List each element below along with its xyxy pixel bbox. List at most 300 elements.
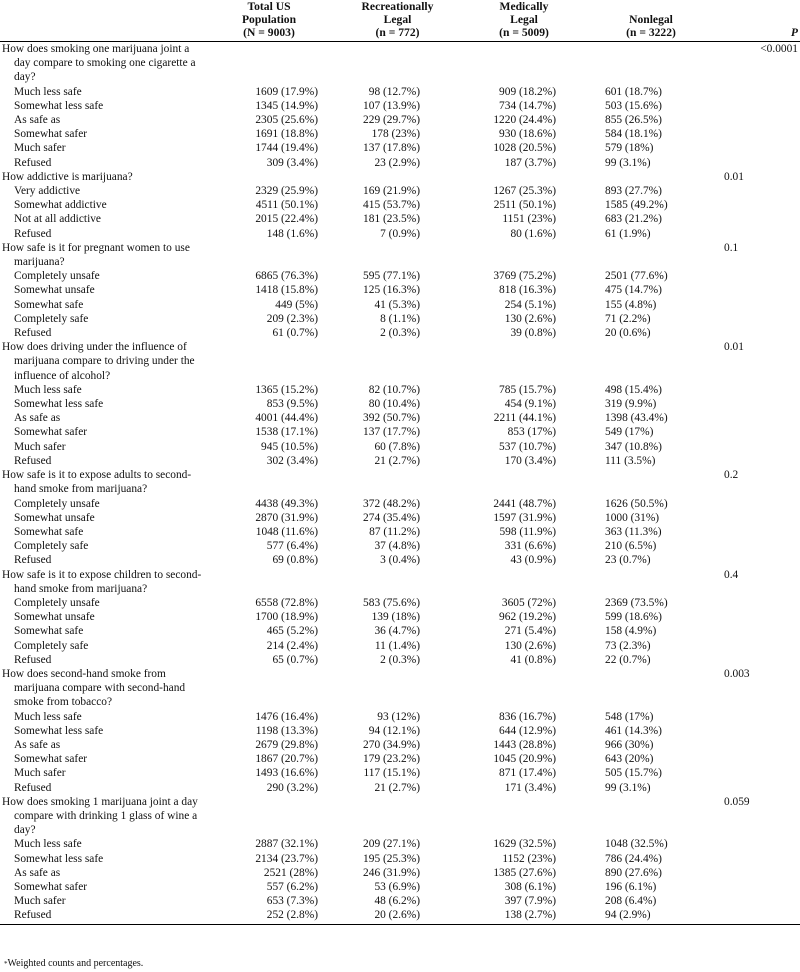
cell-medical: 171 (3.4%) [504, 781, 556, 794]
question-empty-cell [205, 468, 333, 496]
header-med-line2: Legal [510, 13, 538, 26]
cell-recreational: 392 (50.7%) [363, 412, 420, 425]
header-total-line2: Population [241, 13, 297, 26]
cell-nonlegal: 208 (6.4%) [605, 895, 657, 908]
cell-total: 2887 (32.1%) [255, 838, 318, 851]
header-total-line1: Total US [247, 0, 291, 13]
cell-recreational: 181 (23.5%) [363, 213, 420, 226]
table-row [0, 610, 800, 624]
cell-recreational: 209 (27.1%) [363, 838, 420, 851]
p-empty-cell [716, 156, 800, 170]
answer-label: Somewhat less safe [14, 724, 104, 737]
p-empty-cell [716, 639, 800, 653]
cell-nonlegal: 549 (17%) [605, 426, 654, 439]
cell-nonlegal: 73 (2.3%) [605, 639, 651, 652]
cell-nonlegal: 1398 (43.4%) [605, 412, 668, 425]
header-recreationally-legal [333, 0, 462, 42]
question-empty-cell [462, 468, 586, 496]
cell-medical: 1443 (28.8%) [493, 738, 556, 751]
cell-medical: 1151 (23%) [502, 213, 556, 226]
table-row [0, 269, 800, 283]
answer-label: Much safer [14, 142, 66, 155]
question-empty-cell [333, 795, 462, 838]
cell-recreational: 93 (12%) [377, 710, 420, 723]
question-row [0, 568, 800, 596]
answer-label: As safe as [14, 866, 61, 879]
header-non-line1: Nonlegal [629, 13, 673, 26]
cell-total: 214 (2.4%) [266, 639, 318, 652]
cell-nonlegal: 158 (4.9%) [605, 625, 657, 638]
answer-label: Completely safe [14, 639, 89, 652]
cell-total: 1744 (19.4%) [255, 142, 318, 155]
table-row [0, 454, 800, 468]
cell-total: 252 (2.8%) [205, 908, 333, 924]
header-p-value: P [716, 0, 800, 42]
cell-nonlegal: 196 (6.1%) [605, 880, 657, 893]
answer-label: Much safer [14, 440, 66, 453]
table-row [0, 156, 800, 170]
question-empty-cell [333, 468, 462, 496]
cell-medical: 2511 (50.1%) [493, 199, 556, 212]
header-med-line3: (n = 5009) [499, 26, 549, 39]
cell-nonlegal: 71 (2.2%) [605, 312, 651, 325]
answer-label: Much less safe [14, 838, 82, 851]
cell-recreational: 595 (77.1%) [363, 270, 420, 283]
table-row [0, 596, 800, 610]
cell-total: 2679 (29.8%) [255, 738, 318, 751]
cell-medical: 187 (3.7%) [504, 156, 556, 169]
cell-recreational: 7 (0.9%) [380, 227, 420, 240]
cell-recreational: 3 (0.4%) [380, 554, 420, 567]
question-row [0, 170, 800, 184]
question-text: How does second-hand smoke from marijuana compare with second-hand smoke from tobacco? [2, 667, 186, 709]
table-row [0, 425, 800, 439]
header-question [0, 0, 205, 42]
cell-total: 4001 (44.4%) [255, 412, 318, 425]
header-med-line1: Medically [499, 0, 549, 13]
p-empty-cell [716, 497, 800, 511]
answer-label: Somewhat safer [14, 426, 88, 439]
answer-label: Somewhat safe [14, 525, 84, 538]
p-value-cell: 0.4 [724, 568, 739, 581]
p-empty-cell [716, 525, 800, 539]
table-row [0, 525, 800, 539]
question-empty-cell [586, 667, 716, 710]
table-row [0, 852, 800, 866]
cell-total: 1476 (16.4%) [255, 710, 318, 723]
cell-medical: 80 (1.6%) [510, 227, 556, 240]
cell-total: 6865 (76.3%) [255, 270, 318, 283]
p-empty-cell [716, 539, 800, 553]
answer-label: Somewhat unsafe [14, 284, 95, 297]
cell-recreational: 37 (4.8%) [374, 540, 420, 553]
question-text: How addictive is marijuana? [2, 170, 133, 183]
cell-medical: 254 (5.1%) [504, 298, 556, 311]
cell-nonlegal: 1626 (50.5%) [605, 497, 668, 510]
answer-label: Somewhat safer [14, 880, 88, 893]
header-rec-line3: (n = 772) [375, 26, 420, 39]
answer-label: Refused [0, 908, 205, 924]
table-row [0, 866, 800, 880]
cell-recreational: 125 (16.3%) [363, 284, 420, 297]
cell-recreational: 48 (6.2%) [374, 895, 420, 908]
answer-label: Refused [14, 554, 52, 567]
p-empty-cell [716, 710, 800, 724]
p-empty-cell [716, 326, 800, 340]
cell-total: 853 (9.5%) [266, 398, 318, 411]
p-empty-cell [716, 908, 800, 924]
cell-medical: 734 (14.7%) [499, 99, 556, 112]
cell-nonlegal: 966 (30%) [605, 738, 654, 751]
p-empty-cell [716, 127, 800, 141]
table-row [0, 184, 800, 198]
question-text: How does smoking 1 marijuana joint a day compare with drinking 1 glass of wine a day? [2, 795, 198, 837]
cell-medical: 43 (0.9%) [510, 554, 556, 567]
p-empty-cell [716, 425, 800, 439]
cell-total: 69 (0.8%) [272, 554, 318, 567]
question-row [0, 667, 800, 710]
cell-total: 6558 (72.8%) [255, 596, 318, 609]
cell-recreational: 169 (21.9%) [363, 185, 420, 198]
question-empty-cell [462, 241, 586, 269]
answer-label: Somewhat unsafe [14, 611, 95, 624]
question-empty-cell [205, 170, 333, 184]
question-empty-cell [205, 568, 333, 596]
cell-medical: 1385 (27.6%) [493, 866, 556, 879]
cell-nonlegal: 855 (26.5%) [605, 114, 662, 127]
question-empty-cell [333, 241, 462, 269]
cell-recreational: 20 (2.6%) [333, 908, 462, 924]
question-text: How does driving under the influence of marijuana compare to driving under the influence of alcohol? [2, 341, 195, 382]
question-row [0, 241, 800, 269]
question-empty-cell [205, 795, 333, 838]
cell-nonlegal: 363 (11.3%) [605, 525, 662, 538]
cell-recreational: 2 (0.3%) [380, 327, 420, 340]
question-cell [0, 42, 205, 85]
table-row [0, 511, 800, 525]
cell-medical: 644 (12.9%) [499, 724, 556, 737]
cell-recreational: 107 (13.9%) [363, 99, 420, 112]
cell-recreational: 21 (2.7%) [374, 454, 420, 467]
answer-label: Somewhat unsafe [14, 511, 95, 524]
question-cell [0, 170, 205, 184]
cell-nonlegal: 579 (18%) [605, 142, 654, 155]
question-cell [0, 241, 205, 269]
table-footnote [4, 958, 143, 970]
cell-recreational: 98 (12.7%) [368, 85, 420, 98]
cell-recreational: 11 (1.4%) [374, 639, 420, 652]
cell-medical: 130 (2.6%) [504, 312, 556, 325]
answer-label: Completely safe [14, 312, 89, 325]
p-empty-cell [716, 766, 800, 780]
cell-total: 1048 (11.6%) [255, 525, 318, 538]
answer-label: Completely unsafe [14, 596, 100, 609]
question-empty-cell [333, 568, 462, 596]
cell-medical: 3605 (72%) [501, 596, 556, 609]
question-text: How safe is it to expose adults to second-hand smoke from marijuana? [2, 469, 192, 496]
header-non-line2: (n = 3222) [626, 26, 676, 39]
p-value-cell: 0.059 [724, 795, 750, 808]
p-empty-cell [716, 454, 800, 468]
p-empty-cell [716, 511, 800, 525]
p-empty-cell [716, 411, 800, 425]
table-row [0, 127, 800, 141]
p-value-cell: 0.01 [724, 341, 744, 354]
cell-total: 1365 (15.2%) [255, 383, 318, 396]
table-row [0, 781, 800, 795]
cell-medical: 41 (0.8%) [510, 653, 556, 666]
cell-total: 209 (2.3%) [266, 312, 318, 325]
question-cell [0, 667, 205, 710]
p-empty-cell [716, 596, 800, 610]
p-value-cell: 0.003 [724, 667, 750, 680]
cell-recreational: 270 (34.9%) [363, 738, 420, 751]
question-empty-cell [205, 241, 333, 269]
cell-nonlegal: 347 (10.8%) [605, 440, 662, 453]
answer-label: Refused [14, 454, 52, 467]
question-empty-cell [205, 667, 333, 710]
cell-recreational: 80 (10.4%) [368, 398, 420, 411]
answer-label: Completely unsafe [14, 497, 100, 510]
cell-nonlegal: 99 (3.1%) [605, 156, 651, 169]
question-empty-cell [586, 468, 716, 496]
cell-recreational: 139 (18%) [371, 611, 420, 624]
cell-total: 61 (0.7%) [272, 327, 318, 340]
answer-label: Much less safe [14, 710, 82, 723]
p-empty-cell [716, 269, 800, 283]
cell-nonlegal: 584 (18.1%) [605, 128, 662, 141]
answer-label: Somewhat safe [14, 625, 84, 638]
question-text: How safe is it to expose children to second-hand smoke from marijuana? [2, 568, 202, 595]
answer-label: As safe as [14, 412, 61, 425]
cell-total: 309 (3.4%) [266, 156, 318, 169]
table-row [0, 198, 800, 212]
cell-recreational: 415 (53.7%) [363, 199, 420, 212]
cell-recreational: 246 (31.9%) [363, 866, 420, 879]
table-row [0, 326, 800, 340]
cell-medical: 1267 (25.3%) [493, 185, 556, 198]
cell-total: 1345 (14.9%) [255, 99, 318, 112]
answer-label: Much less safe [14, 85, 82, 98]
answer-label: Completely safe [14, 540, 89, 553]
table-row [0, 85, 800, 99]
header-rec-line2: Legal [383, 13, 412, 26]
answer-label: Very addictive [14, 185, 81, 198]
cell-medical: 537 (10.7%) [499, 440, 556, 453]
cell-recreational: 21 (2.7%) [374, 781, 420, 794]
question-empty-cell [586, 568, 716, 596]
question-cell [0, 568, 205, 596]
answer-label: As safe as [14, 114, 61, 127]
question-empty-cell [333, 170, 462, 184]
cell-total: 302 (3.4%) [266, 454, 318, 467]
cell-recreational: 41 (5.3%) [374, 298, 420, 311]
cell-medical: 331 (6.6%) [504, 540, 556, 553]
answer-label: Completely unsafe [14, 270, 100, 283]
question-cell [0, 340, 205, 383]
cell-total: 945 (10.5%) [261, 440, 318, 453]
p-empty-cell [716, 880, 800, 894]
p-empty-cell [716, 724, 800, 738]
question-cell [0, 468, 205, 496]
cell-recreational: 229 (29.7%) [363, 114, 420, 127]
cell-recreational: 60 (7.8%) [374, 440, 420, 453]
cell-total: 1609 (17.9%) [255, 85, 318, 98]
cell-medical: 1629 (32.5%) [493, 838, 556, 851]
cell-recreational: 117 (15.1%) [363, 767, 420, 780]
question-row [0, 468, 800, 496]
table-row [0, 894, 800, 908]
question-empty-cell [586, 42, 716, 85]
table-row [0, 113, 800, 127]
cell-medical: 853 (17%) [507, 426, 556, 439]
cell-nonlegal: 23 (0.7%) [605, 554, 651, 567]
p-empty-cell [716, 298, 800, 312]
cell-nonlegal: 505 (15.7%) [605, 767, 662, 780]
answer-label: Somewhat less safe [14, 852, 104, 865]
table-row [0, 397, 800, 411]
cell-medical: 2211 (44.1%) [493, 412, 556, 425]
cell-nonlegal: 2501 (77.6%) [605, 270, 668, 283]
table-row [0, 766, 800, 780]
question-empty-cell [205, 42, 333, 85]
table-body [0, 42, 800, 925]
answer-label: Somewhat safer [14, 128, 88, 141]
cell-medical: 454 (9.1%) [504, 398, 556, 411]
question-empty-cell [333, 340, 462, 383]
cell-medical: 1597 (31.9%) [493, 511, 556, 524]
cell-nonlegal: 461 (14.3%) [605, 724, 662, 737]
table-row [0, 710, 800, 724]
cell-recreational: 87 (11.2%) [369, 525, 420, 538]
p-empty-cell [716, 198, 800, 212]
p-empty-cell [716, 227, 800, 241]
cell-medical: 1045 (20.9%) [493, 753, 556, 766]
cell-total: 4438 (49.3%) [255, 497, 318, 510]
header-medically-legal [462, 0, 586, 42]
cell-nonlegal: 155 (4.8%) [605, 298, 657, 311]
p-empty-cell [716, 752, 800, 766]
cell-total: 65 (0.7%) [272, 653, 318, 666]
p-value-cell: 0.2 [724, 469, 739, 482]
answer-label: Refused [14, 227, 52, 240]
table-row [0, 752, 800, 766]
cell-nonlegal: 890 (27.6%) [605, 866, 662, 879]
cell-total: 653 (7.3%) [266, 895, 318, 908]
cell-total: 1493 (16.6%) [255, 767, 318, 780]
table-row [0, 227, 800, 241]
cell-recreational: 2 (0.3%) [380, 653, 420, 666]
table-row [0, 539, 800, 553]
question-empty-cell [586, 170, 716, 184]
cell-nonlegal: 601 (18.7%) [605, 85, 662, 98]
cell-nonlegal: 475 (14.7%) [605, 284, 662, 297]
cell-nonlegal: 20 (0.6%) [605, 327, 651, 340]
table-row [0, 411, 800, 425]
p-empty-cell [716, 397, 800, 411]
cell-nonlegal: 61 (1.9%) [605, 227, 651, 240]
cell-recreational: 94 (12.1%) [368, 724, 420, 737]
cell-medical: 1220 (24.4%) [493, 114, 556, 127]
p-value-cell: 0.01 [724, 170, 744, 183]
question-empty-cell [462, 340, 586, 383]
question-cell [0, 795, 205, 838]
cell-nonlegal: 94 (2.9%) [586, 908, 716, 924]
cell-total: 1691 (18.8%) [255, 128, 318, 141]
p-empty-cell [716, 553, 800, 567]
cell-total: 2521 (28%) [263, 866, 318, 879]
cell-total: 2015 (22.4%) [255, 213, 318, 226]
question-empty-cell [333, 42, 462, 85]
cell-total: 4511 (50.1%) [255, 199, 318, 212]
cell-total: 557 (6.2%) [266, 880, 318, 893]
answer-label: Refused [14, 653, 52, 666]
cell-nonlegal: 319 (9.9%) [605, 398, 657, 411]
table-row [0, 383, 800, 397]
p-value-cell: <0.0001 [760, 43, 798, 55]
table-row [0, 283, 800, 297]
footnote-text: Weighted counts and percentages. [7, 958, 144, 969]
cell-recreational: 82 (10.7%) [368, 383, 420, 396]
question-empty-cell [586, 340, 716, 383]
p-empty-cell [716, 837, 800, 851]
question-text: How does smoking one marijuana joint a day compare to smoking one cigarette a day? [2, 43, 196, 84]
cell-medical: 271 (5.4%) [504, 625, 556, 638]
cell-recreational: 583 (75.6%) [363, 596, 420, 609]
p-empty-cell [716, 610, 800, 624]
answer-label: As safe as [14, 738, 61, 751]
cell-total: 290 (3.2%) [266, 781, 318, 794]
answer-label: Somewhat less safe [14, 398, 104, 411]
answer-label: Somewhat less safe [14, 99, 104, 112]
question-empty-cell [462, 795, 586, 838]
cell-nonlegal: 1585 (49.2%) [605, 199, 668, 212]
cell-medical: 818 (16.3%) [499, 284, 556, 297]
table-row [0, 312, 800, 326]
p-empty-cell [716, 852, 800, 866]
cell-total: 2329 (25.9%) [255, 185, 318, 198]
cell-medical: 130 (2.6%) [504, 639, 556, 652]
cell-recreational: 53 (6.9%) [374, 880, 420, 893]
answer-label: Somewhat addictive [14, 199, 107, 212]
cell-nonlegal: 893 (27.7%) [605, 185, 662, 198]
p-empty-cell [716, 866, 800, 880]
cell-medical: 308 (6.1%) [504, 880, 556, 893]
question-empty-cell [462, 170, 586, 184]
cell-nonlegal: 498 (15.4%) [605, 383, 662, 396]
cell-medical: 598 (11.9%) [499, 525, 556, 538]
header-total-us-population [205, 0, 333, 42]
cell-recreational: 179 (23.2%) [363, 753, 420, 766]
p-empty-cell [716, 85, 800, 99]
cell-medical: 1152 (23%) [502, 852, 556, 865]
table-row [0, 624, 800, 638]
table-row [0, 99, 800, 113]
answer-label: Much safer [14, 767, 66, 780]
cell-medical: 138 (2.7%) [462, 908, 586, 924]
question-empty-cell [586, 795, 716, 838]
question-empty-cell [462, 667, 586, 710]
table-row [0, 724, 800, 738]
question-row [0, 42, 800, 85]
cell-total: 449 (5%) [275, 298, 318, 311]
table-row [0, 738, 800, 752]
cell-recreational: 36 (4.7%) [374, 625, 420, 638]
cell-nonlegal: 643 (20%) [605, 753, 654, 766]
cell-total: 1418 (15.8%) [255, 284, 318, 297]
question-empty-cell [462, 568, 586, 596]
footnote-mark: * [4, 960, 8, 968]
